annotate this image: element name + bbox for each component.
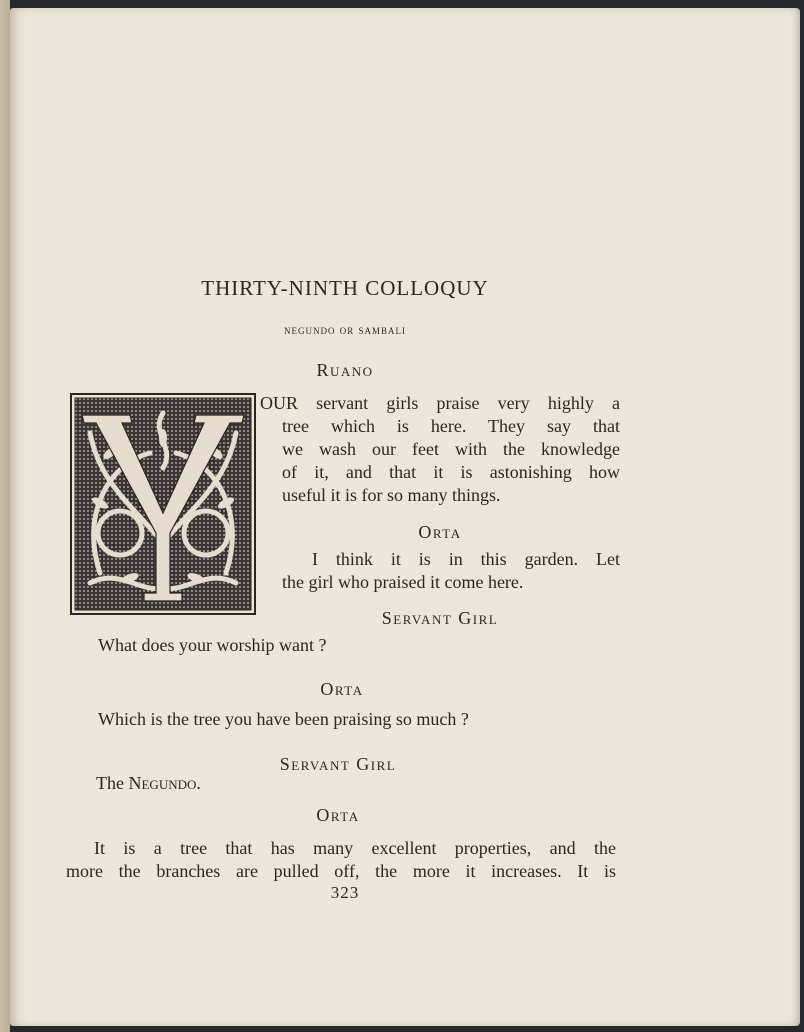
- speaker-servant-girl: Servant Girl: [279, 754, 397, 774]
- speech-line: I think it is in this garden. Let: [312, 549, 620, 569]
- page-number: 323: [330, 883, 360, 902]
- speech-line: OUR servant girls praise very highly a: [260, 393, 620, 413]
- book-spine: [0, 0, 10, 1032]
- speech-line: It is a tree that has many excellent properties, and the: [94, 838, 616, 858]
- orta-question: Which is the tree you have been praising so much ?: [98, 709, 469, 729]
- speech-line: the girl who praised it come here.: [282, 572, 524, 592]
- orta-final-speech: [66, 837, 616, 883]
- speech-line: tree which is here. They say that: [282, 416, 620, 436]
- speaker-orta: Orta: [320, 679, 364, 699]
- colloquy-title: THIRTY-NINTH COLLOQUY: [201, 276, 489, 300]
- speech-line: of it, and that it is astonishing how: [282, 462, 620, 482]
- speaker-orta: Orta: [316, 805, 360, 825]
- speaker-ruano: Ruano: [316, 360, 374, 380]
- speech-line: we wash our feet with the knowledge: [282, 439, 620, 459]
- servant-girl-speech: What does your worship want ?: [98, 635, 327, 655]
- answer-prefix: The: [96, 773, 124, 793]
- answer-name: Negundo.: [128, 773, 201, 793]
- ruano-speech: [260, 392, 620, 507]
- ornamental-dropcap-y: [70, 393, 256, 615]
- orta-speech: [282, 548, 620, 594]
- speech-line: more the branches are pulled off, the more it increases. It is: [66, 861, 616, 881]
- speaker-orta: Orta: [418, 522, 462, 542]
- speaker-servant-girl: Servant Girl: [381, 608, 499, 628]
- colloquy-subtitle: negundo or sambali: [283, 322, 406, 337]
- speech-line: useful it is for so many things.: [282, 485, 501, 505]
- servant-girl-answer: [96, 773, 201, 794]
